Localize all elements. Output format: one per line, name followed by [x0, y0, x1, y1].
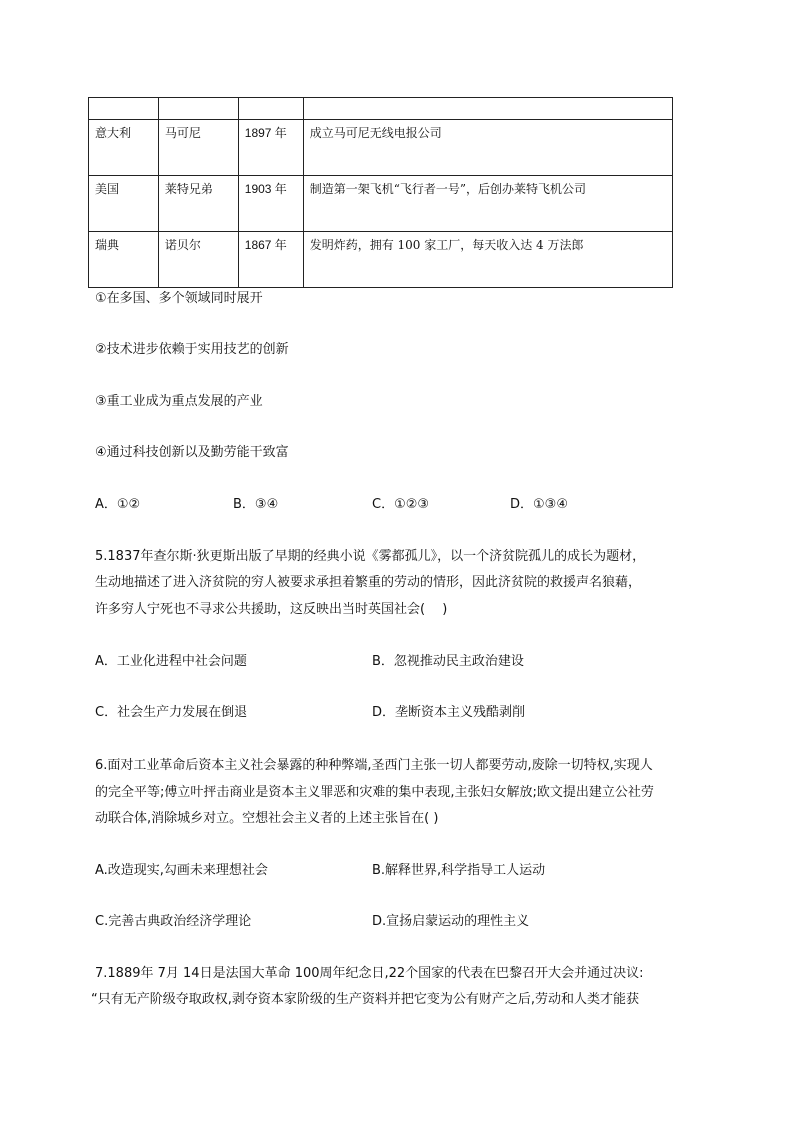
q6-stem-line-1: 6.面对工业革命后资本主义社会暴露的种种弊端,圣西门主张一切人都要劳动,废除一切特权,实现人 — [95, 758, 653, 773]
q5-stem-line-3: 许多穷人宁死也不寻求公共援助，这反映出当时英国社会( ) — [95, 602, 448, 617]
event-cell: 制造第一架飞机“飞行者一号”，后创办莱特飞机公司 — [303, 176, 672, 232]
event-cell: 成立马可尼无线电报公司 — [303, 120, 672, 176]
table-header-cell — [303, 98, 672, 120]
q4-option-a: A．①② — [95, 497, 141, 512]
q7-stem-line-2: “只有无产阶级夺取政权,剥夺资本家阶级的生产资料并把它变为公有财产之后,劳动和人类才能获 — [91, 992, 640, 1007]
q7-stem-line-1: 7.1889年 7月 14日是法国大革命 100周年纪念日,22个国家的代表在巴黎召开大会并通过决议: — [95, 966, 644, 981]
event-cell: 发明炸药，拥有 100 家工厂，每天收入达 4 万法郎 — [303, 232, 672, 288]
country-cell: 瑞典 — [89, 232, 159, 288]
q5-option-b: B．忽视推动民主政治建设 — [372, 654, 524, 669]
year-cell: 1867 年 — [238, 232, 303, 288]
q4-option-c: C．①②③ — [372, 497, 430, 512]
q4-option-d: D．①③④ — [510, 497, 568, 512]
q5-stem-line-2: 生动地描述了进入济贫院的穷人被要求承担着繁重的劳动的情形，因此济贫院的救援声名狼藉， — [95, 575, 642, 590]
person-cell: 莱特兄弟 — [158, 176, 238, 232]
table-header-cell — [89, 98, 159, 120]
q4-statement-2: ②技术进步依赖于实用技艺的创新 — [95, 342, 289, 357]
q6-option-b: B.解释世界,科学指导工人运动 — [372, 863, 546, 878]
q4-option-b: B．③④ — [233, 497, 279, 512]
person-cell: 马可尼 — [158, 120, 238, 176]
table-row — [89, 176, 673, 232]
q6-option-d: D.宣扬启蒙运动的理性主义 — [372, 914, 530, 929]
country-cell: 意大利 — [89, 120, 159, 176]
q5-option-c: C．社会生产力发展在倒退 — [95, 705, 248, 720]
table-header-cell — [238, 98, 303, 120]
inventors-table — [88, 97, 673, 288]
table-header-row — [89, 98, 673, 120]
q4-statement-1: ①在多国、多个领域同时展开 — [95, 291, 263, 306]
q6-option-a: A.改造现实,勾画未来理想社会 — [95, 863, 268, 878]
q5-stem-line-1: 5.1837年查尔斯·狄更斯出版了早期的经典小说《雾都孤儿》，以一个济贫院孤儿的成长为题材， — [95, 549, 646, 564]
table-header-cell — [158, 98, 238, 120]
person-cell: 诺贝尔 — [158, 232, 238, 288]
q6-stem-line-3: 动联合体,消除城乡对立。空想社会主义者的上述主张旨在( ) — [95, 811, 439, 826]
table-row — [89, 120, 673, 176]
table-row — [89, 232, 673, 288]
q5-option-a: A．工业化进程中社会问题 — [95, 654, 247, 669]
q6-stem-line-2: 的完全平等;傅立叶抨击商业是资本主义罪恶和灾难的集中表现,主张妇女解放;欧文提出建立公社劳 — [95, 785, 654, 800]
country-cell: 美国 — [89, 176, 159, 232]
year-cell: 1897 年 — [238, 120, 303, 176]
q5-option-d: D．垄断资本主义残酷剥削 — [372, 705, 526, 720]
q4-statement-3: ③重工业成为重点发展的产业 — [95, 394, 263, 409]
year-cell: 1903 年 — [238, 176, 303, 232]
q6-option-c: C.完善古典政治经济学理论 — [95, 914, 252, 929]
q4-statement-4: ④通过科技创新以及勤劳能干致富 — [95, 445, 289, 460]
